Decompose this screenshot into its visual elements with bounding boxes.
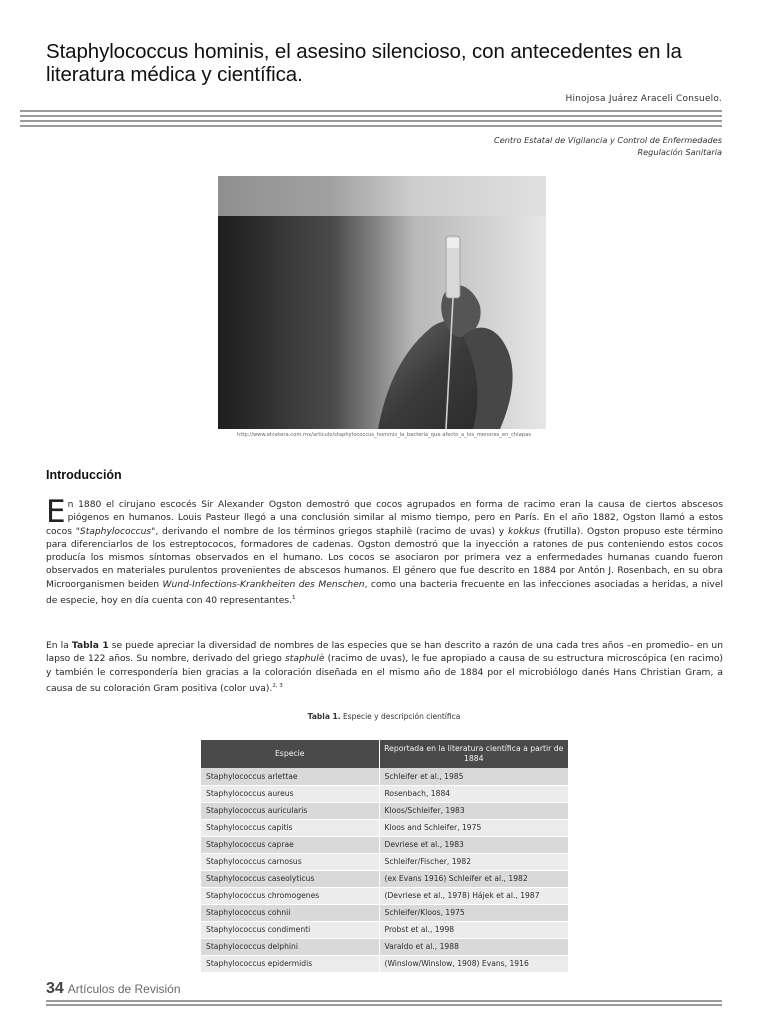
- table-cell-species: Staphylococcus caseolyticus: [201, 870, 379, 887]
- table-cell-species: Staphylococcus aureus: [201, 785, 379, 802]
- figure-caption: http://www.etcetera.com.mx/articulo/staphylococcus_hominis_la_bacteria_que afecto_a_los_menores_en_chiapas: [237, 432, 531, 438]
- table-cell-reference: Probst et al., 1998: [379, 921, 568, 938]
- table-cell-species: Staphylococcus cohnii: [201, 904, 379, 921]
- table-row: [201, 955, 568, 972]
- table-row: [201, 921, 568, 938]
- table-row: [201, 887, 568, 904]
- table-cell-reference: Schleifer et al., 1985: [379, 768, 568, 785]
- table-row: [201, 853, 568, 870]
- table-cell-reference: Kloos and Schleifer, 1975: [379, 819, 568, 836]
- table-cell-reference: Kloos/Schleifer, 1983: [379, 802, 568, 819]
- intro-paragraph-2: En la Tabla 1 se puede apreciar la diversidad de nombres de las especies que se han descrito a razón de una cada tres años –en promedio– en un lapso de 122 años. Su nombre, derivado del griego staphulè (racimo de uvas), le fue apropiado a causa de su estructura microscópica (en racimo) y también le correspondería bien gracias a la coloración diseñada en el mismo año de 1884 por el microbiólogo danés Hans Christian Gram, a causa de su coloración Gram positiva (color uva).$^{2, 3}$: [46, 641, 723, 694]
- table-cell-reference: Varaldo et al., 1988: [379, 938, 568, 955]
- table-row: [201, 768, 568, 785]
- citation-superscript: 1: [291, 595, 296, 602]
- table-cell-reference: (Devriese et al., 1978) Hájek et al., 1987: [379, 887, 568, 904]
- table-cell-species: Staphylococcus epidermidis: [201, 955, 379, 972]
- drop-cap: E: [46, 494, 66, 530]
- table-cell-species: Staphylococcus carnosus: [201, 853, 379, 870]
- table-cell-species: Staphylococcus caprae: [201, 836, 379, 853]
- species-table: [201, 740, 568, 973]
- table-cell-species: Staphylococcus auricularis: [201, 802, 379, 819]
- page-footer: [46, 980, 181, 998]
- affiliation: [494, 134, 722, 158]
- table-row: [201, 802, 568, 819]
- affiliation-line-1: Centro Estatal de Vigilancia y Control de Enfermedades: [493, 135, 722, 145]
- syringe-photo: [218, 176, 546, 429]
- table-cell-species: Staphylococcus capitis: [201, 819, 379, 836]
- table-row: [201, 785, 568, 802]
- table-cell-reference: Devriese et al., 1983: [379, 836, 568, 853]
- article-author: Hinojosa Juárez Araceli Consuelo.: [565, 94, 722, 104]
- table-row: [201, 836, 568, 853]
- table-cell-reference: Schleifer/Fischer, 1982: [379, 853, 568, 870]
- table-cell-species: Staphylococcus arlettae: [201, 768, 379, 785]
- table-header-especie: Especie: [201, 740, 379, 768]
- header-rules: [20, 110, 722, 130]
- table-cell-species: Staphylococcus delphini: [201, 938, 379, 955]
- table-reference: Tabla 1: [71, 641, 109, 651]
- table-caption: Tabla 1. Especie y descripción científica: [307, 712, 461, 721]
- intro-paragraph-1: En 1880 el cirujano escocés Sir Alexander Ogston demostró que cocos agrupados en forma de racimo eran la causa de ciertos abscesos piógenos en humanos. Louis Pasteur llegó a una conclusión similar al mismo tiempo, pero en París. En el año 1882, Ogston llamó a estos cocos "Staphylococcus", derivando el nombre de los términos griegos staphilè (racimo de uvas) y kokkus (frutilla). Ogston propuso este término para diferenciarlos de los estreptococos, formadores de cadenas. Ogston demostró que la inyección a ratones de pus conteniendo estos cocos producía los mismos síntomas observados en el humano. Los cocos se asociaron por primera vez a enfermedades humanas cuando fueron observados en materiales purulentos provenientes de abscesos humanos. El género que fue descrito en 1884 por Antón J. Rosenbach, en su obra Microorganismen beiden Wund-Infections-Krankheiten des Menschen, como una bacteria frecuente en las infecciones asociadas a heridas, a nivel de especie, hoy en día cuenta con 40 representantes.$^1$: [46, 494, 723, 607]
- article-title: Staphylococcus hominis, el asesino silencioso, con antecedentes en la literatura médica y científica.: [46, 40, 682, 86]
- section-heading-introduccion: Introducción: [46, 468, 122, 482]
- table-cell-reference: (Winslow/Winslow, 1908) Evans, 1916: [379, 955, 568, 972]
- table-cell-reference: Rosenbach, 1884: [379, 785, 568, 802]
- table-cell-reference: (ex Evans 1916) Schleifer et al., 1982: [379, 870, 568, 887]
- table-row: [201, 870, 568, 887]
- footer-rules: [46, 1000, 722, 1008]
- table-header-reportada: Reportada en la literatura científica a partir de 1884: [379, 740, 568, 768]
- table-cell-reference: Schleifer/Kloos, 1975: [379, 904, 568, 921]
- table-row: [201, 819, 568, 836]
- section-name: Artículos de Revisión: [67, 982, 181, 996]
- table-row: [201, 938, 568, 955]
- table-cell-species: Staphylococcus chromogenes: [201, 887, 379, 904]
- table-row: [201, 904, 568, 921]
- table-cell-species: Staphylococcus condimenti: [201, 921, 379, 938]
- affiliation-line-2: Regulación Sanitaria: [637, 147, 722, 157]
- page-number: 34: [46, 980, 64, 997]
- citation-superscript: 2, 3: [272, 682, 283, 689]
